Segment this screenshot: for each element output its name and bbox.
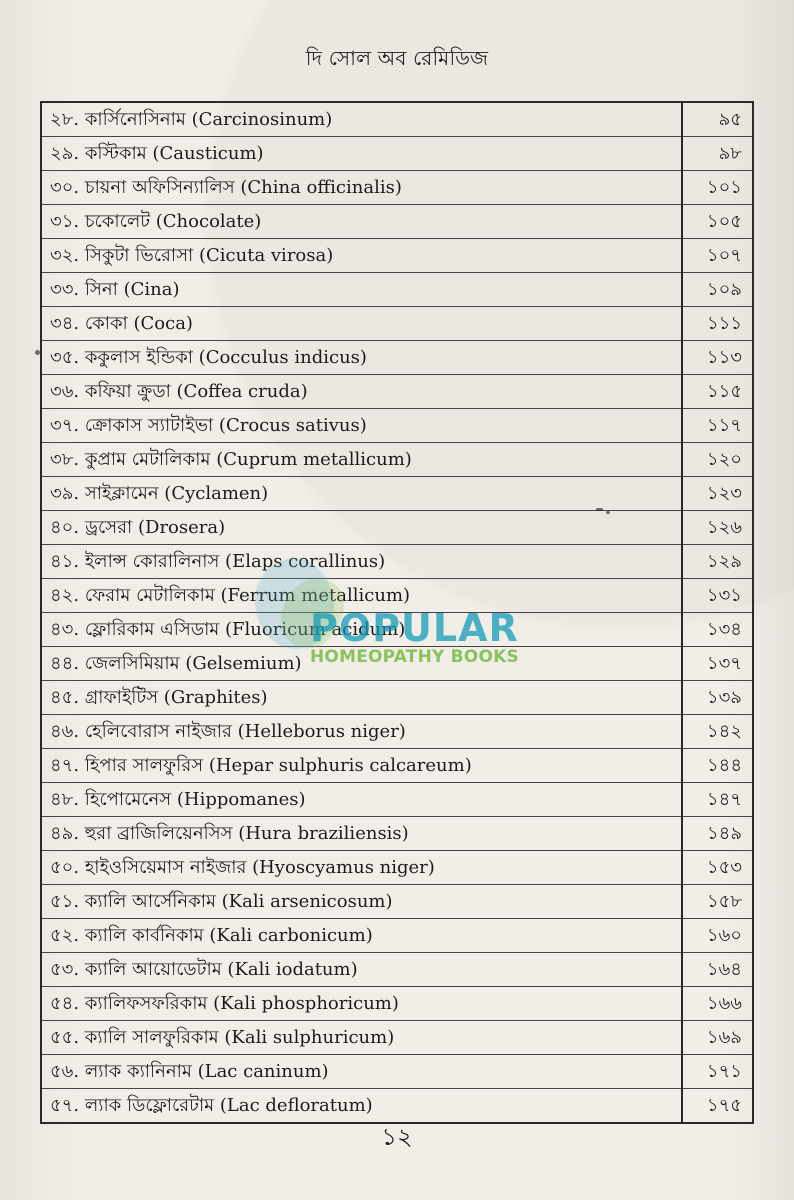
remedy-page-number: ১১৫ <box>682 375 753 409</box>
remedy-title: ৩৭. ক্রোকাস স্যাটাইভা (Crocus sativus) <box>41 409 682 443</box>
remedy-page-number: ১০৭ <box>682 239 753 273</box>
remedy-page-number: ৯৫ <box>682 102 753 137</box>
remedy-title: ৩২. সিকুটা ভিরোসা (Cicuta virosa) <box>41 239 682 273</box>
remedy-page-number: ১১১ <box>682 307 753 341</box>
remedy-title: ৩৬. কফিয়া ক্রুডা (Coffea cruda) <box>41 375 682 409</box>
remedy-title: ৪৭. হিপার সালফুরিস (Hepar sulphuris calcareum) <box>41 749 682 783</box>
remedy-page-number: ১৬৬ <box>682 987 753 1021</box>
toc-row <box>41 273 753 307</box>
toc-row <box>41 477 753 511</box>
toc-row <box>41 137 753 171</box>
remedy-page-number: ১৪৪ <box>682 749 753 783</box>
toc-row <box>41 953 753 987</box>
toc-row <box>41 647 753 681</box>
remedy-page-number: ১৪৯ <box>682 817 753 851</box>
toc-row <box>41 579 753 613</box>
remedy-page-number: ১০১ <box>682 171 753 205</box>
remedy-page-number: ১৪২ <box>682 715 753 749</box>
margin-mark <box>606 511 610 514</box>
toc-row <box>41 545 753 579</box>
remedy-page-number: ১২৬ <box>682 511 753 545</box>
toc-row <box>41 749 753 783</box>
remedy-page-number: ১৫৩ <box>682 851 753 885</box>
remedy-title: ৪২. ফেরাম মেটালিকাম (Ferrum metallicum) <box>41 579 682 613</box>
toc-row <box>41 919 753 953</box>
remedy-title: ৪৫. গ্রাফাইটিস (Graphites) <box>41 681 682 715</box>
remedy-title: ৫২. ক্যালি কার্বনিকাম (Kali carbonicum) <box>41 919 682 953</box>
remedy-title: ৩৮. কুপ্রাম মেটালিকাম (Cuprum metallicum) <box>41 443 682 477</box>
toc-row <box>41 987 753 1021</box>
toc-row <box>41 1021 753 1055</box>
remedy-title: ৪৬. হেলিবোরাস নাইজার (Helleborus niger) <box>41 715 682 749</box>
remedy-title: ৫১. ক্যালি আর্সেনিকাম (Kali arsenicosum) <box>41 885 682 919</box>
page-number: ১২ <box>381 1123 413 1151</box>
toc-row <box>41 341 753 375</box>
remedy-page-number: ১২০ <box>682 443 753 477</box>
remedy-title: ২৮. কার্সিনোসিনাম (Carcinosinum) <box>41 102 682 137</box>
remedy-page-number: ১৩৪ <box>682 613 753 647</box>
remedy-page-number: ১৩৭ <box>682 647 753 681</box>
remedy-page-number: ১১৭ <box>682 409 753 443</box>
remedy-title: ৩০. চায়না অফিসিন্যালিস (China officinalis) <box>41 171 682 205</box>
remedy-title: ৫৪. ক্যালিফসফরিকাম (Kali phosphoricum) <box>41 987 682 1021</box>
watermark-brand: POPULAR <box>310 606 519 650</box>
remedy-title: ৫৫. ক্যালি সালফুরিকাম (Kali sulphuricum) <box>41 1021 682 1055</box>
remedy-title: ৩৪. কোকা (Coca) <box>41 307 682 341</box>
remedy-page-number: ১০৫ <box>682 205 753 239</box>
toc-row <box>41 171 753 205</box>
remedy-page-number: ১৭১ <box>682 1055 753 1089</box>
toc-row <box>41 885 753 919</box>
toc-row <box>41 205 753 239</box>
remedy-page-number: ১১৩ <box>682 341 753 375</box>
remedy-title: ৩৩. সিনা (Cina) <box>41 273 682 307</box>
toc-row <box>41 102 753 137</box>
toc-body <box>41 102 753 1123</box>
toc-row <box>41 681 753 715</box>
remedy-page-number: ১২৯ <box>682 545 753 579</box>
remedy-page-number: ১৩১ <box>682 579 753 613</box>
remedy-title: ৪৮. হিপোমেনেস (Hippomanes) <box>41 783 682 817</box>
remedy-title: ৩৯. সাইক্লামেন (Cyclamen) <box>41 477 682 511</box>
toc-row <box>41 409 753 443</box>
toc-row <box>41 715 753 749</box>
table-of-contents <box>40 101 754 1124</box>
remedy-title: ৪০. ড্রসেরা (Drosera) <box>41 511 682 545</box>
toc-row <box>41 239 753 273</box>
remedy-title: ৪৯. হুরা ব্রাজিলিয়েনসিস (Hura braziliensis) <box>41 817 682 851</box>
remedy-page-number: ১৬৪ <box>682 953 753 987</box>
remedy-page-number: ১২৩ <box>682 477 753 511</box>
margin-mark <box>596 508 603 511</box>
toc-row <box>41 511 753 545</box>
toc-row <box>41 307 753 341</box>
remedy-page-number: ১৪৭ <box>682 783 753 817</box>
remedy-title: ৫০. হাইওসিয়েমাস নাইজার (Hyoscyamus niger) <box>41 851 682 885</box>
remedy-title: ৫৭. ল্যাক ডিফ্লোরেটাম (Lac defloratum) <box>41 1089 682 1124</box>
remedy-page-number: ১৬৯ <box>682 1021 753 1055</box>
toc-row <box>41 783 753 817</box>
remedy-page-number: ১৬০ <box>682 919 753 953</box>
toc-row <box>41 613 753 647</box>
remedy-title: ৪১. ইলান্স কোরালিনাস (Elaps corallinus) <box>41 545 682 579</box>
margin-mark <box>35 350 40 355</box>
toc-row <box>41 1089 753 1124</box>
remedy-title: ৫৬. ল্যাক ক্যানিনাম (Lac caninum) <box>41 1055 682 1089</box>
toc-row <box>41 443 753 477</box>
remedy-page-number: ৯৮ <box>682 137 753 171</box>
remedy-title: ২৯. কস্টিকাম (Causticum) <box>41 137 682 171</box>
remedy-title: ৩১. চকোলেট (Chocolate) <box>41 205 682 239</box>
remedy-title: ৪৪. জেলসিমিয়াম (Gelsemium) <box>41 647 682 681</box>
running-header: দি সোল অব রেমিডিজ <box>305 46 489 70</box>
remedy-page-number: ১৩৯ <box>682 681 753 715</box>
remedy-page-number: ১০৯ <box>682 273 753 307</box>
toc-row <box>41 375 753 409</box>
remedy-title: ৫৩. ক্যালি আয়োডেটাম (Kali iodatum) <box>41 953 682 987</box>
remedy-title: ৩৫. ককুলাস ইন্ডিকা (Cocculus indicus) <box>41 341 682 375</box>
toc-row <box>41 817 753 851</box>
remedy-page-number: ১৭৫ <box>706 1094 742 1116</box>
toc-row <box>41 1055 753 1089</box>
remedy-page-number: ১৫৮ <box>682 885 753 919</box>
watermark-subtitle: HOMEOPATHY BOOKS <box>310 647 519 667</box>
remedy-title: ৪৩. ফ্লোরিকাম এসিডাম (Fluoricum acidum) <box>41 613 682 647</box>
toc-row <box>41 851 753 885</box>
